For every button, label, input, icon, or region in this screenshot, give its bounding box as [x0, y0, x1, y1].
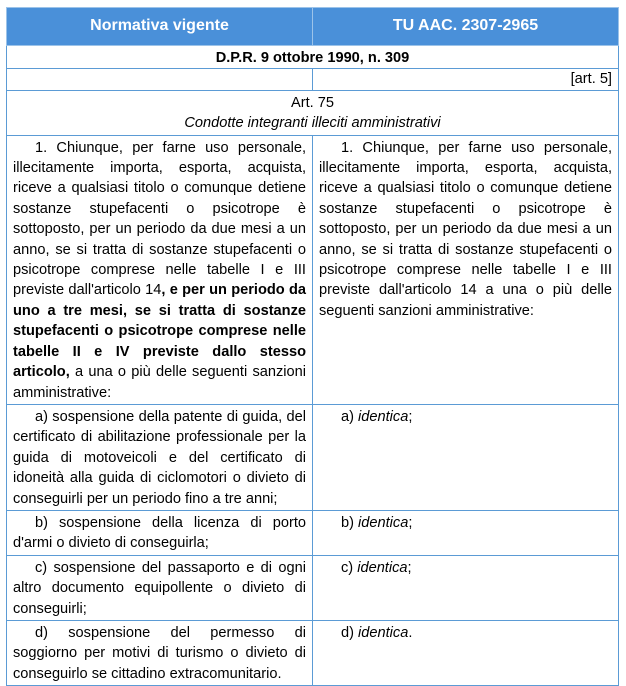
article-heading	[7, 90, 619, 135]
paragraph-1-current-text-2: a una o più delle seguenti sanzioni amministrative:	[13, 364, 306, 401]
table-row	[7, 555, 619, 620]
letter-b-prefix: b)	[341, 514, 359, 531]
table-row	[7, 404, 619, 510]
letter-a-proposed	[313, 404, 619, 510]
letter-d-current: d) sospensione del permesso di soggiorno per motivi di turismo o divieto di conseguirlo se cittadino extracomunitario.	[7, 620, 313, 685]
letter-c-proposed	[313, 555, 619, 620]
paragraph-1-proposed: 1. Chiunque, per farne uso personale, illecitamente importa, esporta, acquista, riceve a qualsiasi titolo o comunque detiene sostanze stupefacenti o psicotrope è sottoposto, per un periodo da due mesi a un anno, se si tratta di sostanze stupefacenti o psicotrope comprese nelle tabelle I e III previste dall'articolo 14 a una o più delle seguenti sanzioni amministrative:	[313, 135, 619, 404]
art-ref-left-empty	[7, 69, 313, 90]
letter-c-suffix: ;	[407, 559, 412, 576]
letter-a-current: a) sospensione della patente di guida, del certificato di abilitazione professionale per la guida di motoveicoli e del certificato di idoneità alla guida di ciclomotori o divieto di conseguirli per un periodo fino a tre anni;	[7, 404, 313, 510]
header-row	[7, 8, 619, 46]
header-normativa-vigente: Normativa vigente	[7, 8, 313, 46]
letter-d-proposed	[313, 620, 619, 685]
letter-a-identica: identica	[358, 408, 409, 425]
letter-d-prefix: d)	[341, 624, 359, 641]
paragraph-1-current-bold: , e per un periodo da uno a tre mesi, se si tratta di sostanze stupefacenti o psicotrope comprese nelle tabelle II e IV previste dallo stesso articolo,	[13, 282, 306, 381]
paragraph-1-current-text-1: 1. Chiunque, per farne uso personale, illecitamente importa, esporta, acquista, riceve a qualsiasi titolo o comunque detiene sostanze stupefacenti o psicotrope è sottoposto, per un periodo da due mesi a un anno, se si tratta di sostanze stupefacenti o psicotrope comprese nelle tabelle I e III previste dall'articolo 14	[13, 139, 306, 299]
letter-b-proposed	[313, 510, 619, 555]
law-title-row	[7, 46, 619, 69]
table-row	[7, 510, 619, 555]
letter-d-identica: identica	[358, 624, 409, 641]
letter-b-suffix: ;	[408, 514, 413, 531]
art-ref: [art. 5]	[313, 69, 619, 90]
letter-c-prefix: c)	[341, 559, 358, 576]
letter-c-current: c) sospensione del passaporto e di ogni altro documento equipollente o divieto di conseguirli;	[7, 555, 313, 620]
letter-b-identica: identica	[358, 514, 409, 531]
article-number: Art. 75	[291, 94, 334, 111]
table-row	[7, 620, 619, 685]
letter-b-current: b) sospensione della licenza di porto d'armi o divieto di conseguirla;	[7, 510, 313, 555]
article-heading-row	[7, 90, 619, 135]
letter-a-prefix: a)	[341, 408, 359, 425]
header-tu-aac: TU AAC. 2307-2965	[313, 8, 619, 46]
paragraph-1-current	[7, 135, 313, 404]
letter-c-identica: identica	[357, 559, 408, 576]
comparison-table-container	[6, 7, 618, 686]
table-row	[7, 135, 619, 404]
law-title: D.P.R. 9 ottobre 1990, n. 309	[7, 46, 619, 69]
letter-d-suffix: .	[408, 624, 413, 641]
letter-a-suffix: ;	[408, 408, 413, 425]
comparison-table	[6, 7, 619, 686]
article-title: Condotte integranti illeciti amministrativi	[184, 115, 441, 132]
art-ref-row	[7, 69, 619, 90]
